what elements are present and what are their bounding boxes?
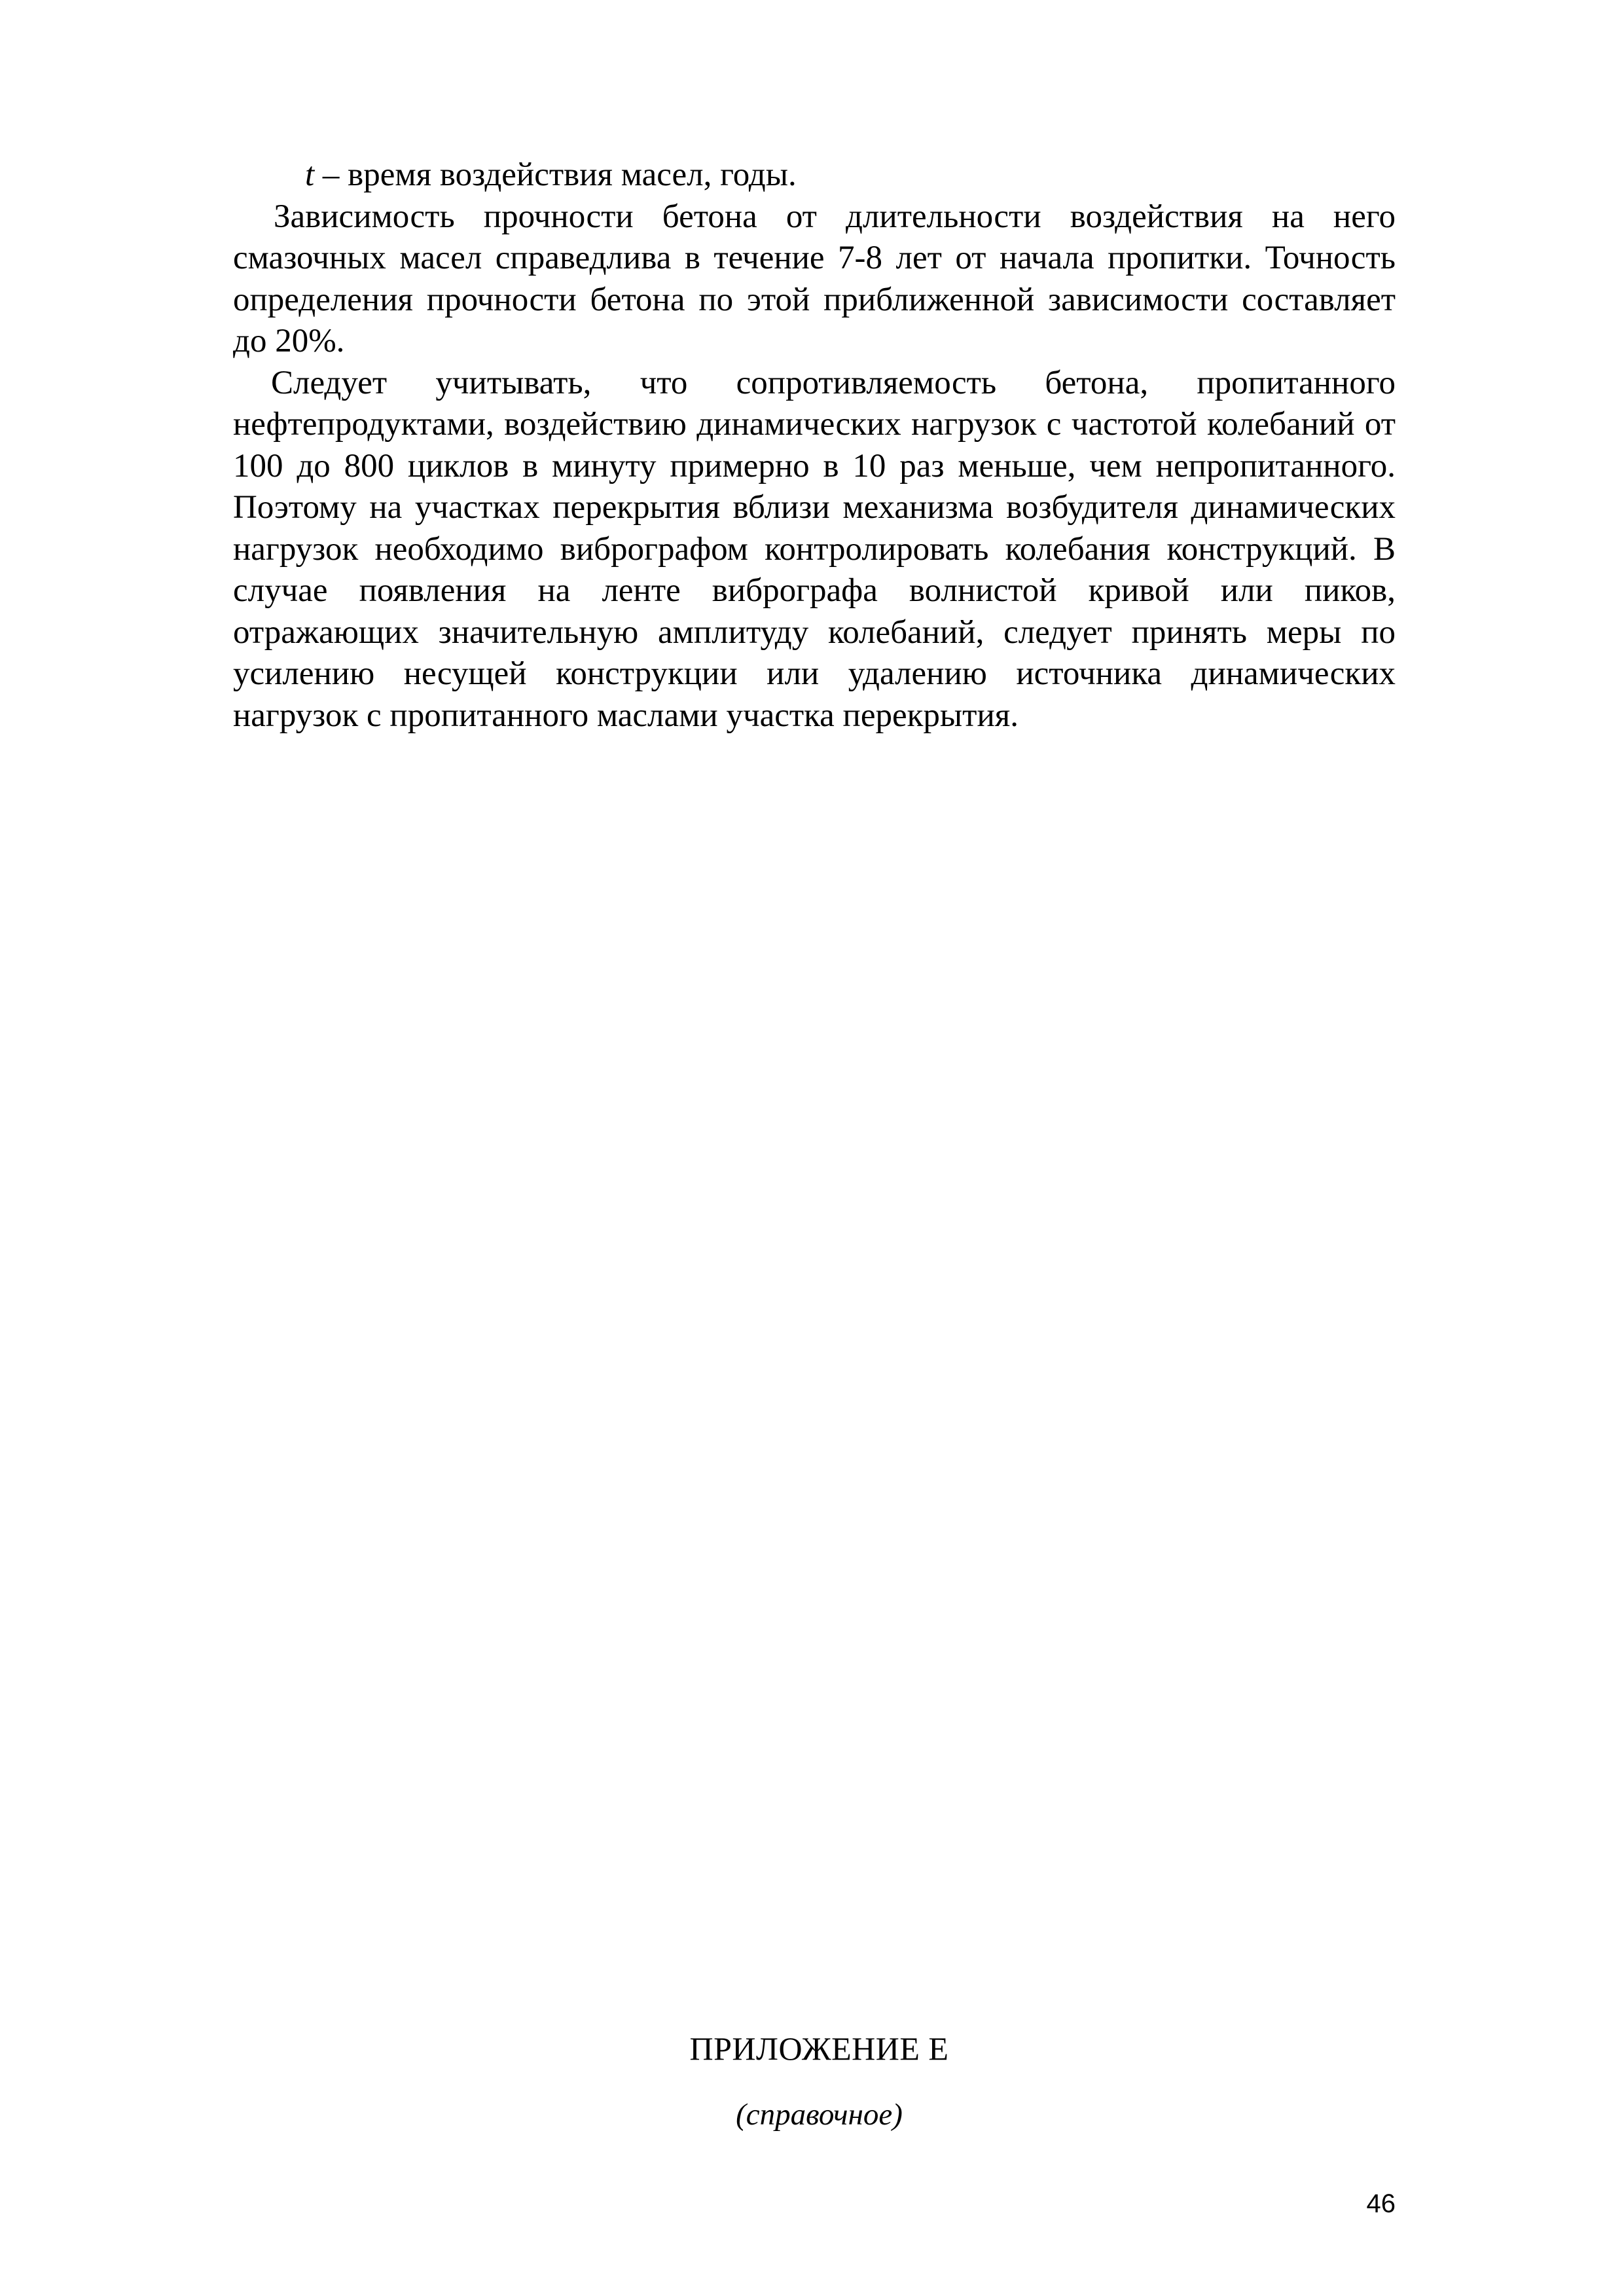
page-number: 46 — [1366, 2189, 1396, 2218]
paragraph-strength-dependence: Зависимость прочности бетона от длительности воздействия на него смазочных масел справедлива в течение 7-8 лет от начала пропитки. Точность определения прочности бетона по этой приближенной зависимости составляет до 20%. — [233, 198, 1396, 359]
appendix-subtitle-text: (справочное) — [736, 2098, 903, 2132]
variable-description: – время воздействия масел, годы. — [314, 156, 797, 193]
variable-symbol: t — [305, 156, 315, 193]
appendix-heading — [0, 2029, 1624, 2068]
appendix-subheading — [0, 2095, 1624, 2134]
body-text — [233, 155, 1396, 737]
paragraph-dynamic-loads: Следует учитывать, что сопротивляемость бетона, пропитанного нефтепродуктами, воздействию динамических нагрузок с частотой колебаний от 100 до 800 циклов в минуту примерно в 10 раз меньше, чем непропитанного. Поэтому на участках перекрытия вблизи механизма возбудителя динамических нагрузок необходимо вибрографом контролировать колебания конструкций. В случае появления на ленте вибрографа волнистой кривой или пиков, отражающих значительную амплитуду колебаний, следует принять меры по усилению несущей конструкции или удалению источника динамических нагрузок с пропитанного маслами участка перекрытия. — [233, 364, 1396, 734]
appendix-title-text: ПРИЛОЖЕНИЕ Е — [689, 2030, 949, 2067]
variable-definition — [233, 155, 1396, 196]
